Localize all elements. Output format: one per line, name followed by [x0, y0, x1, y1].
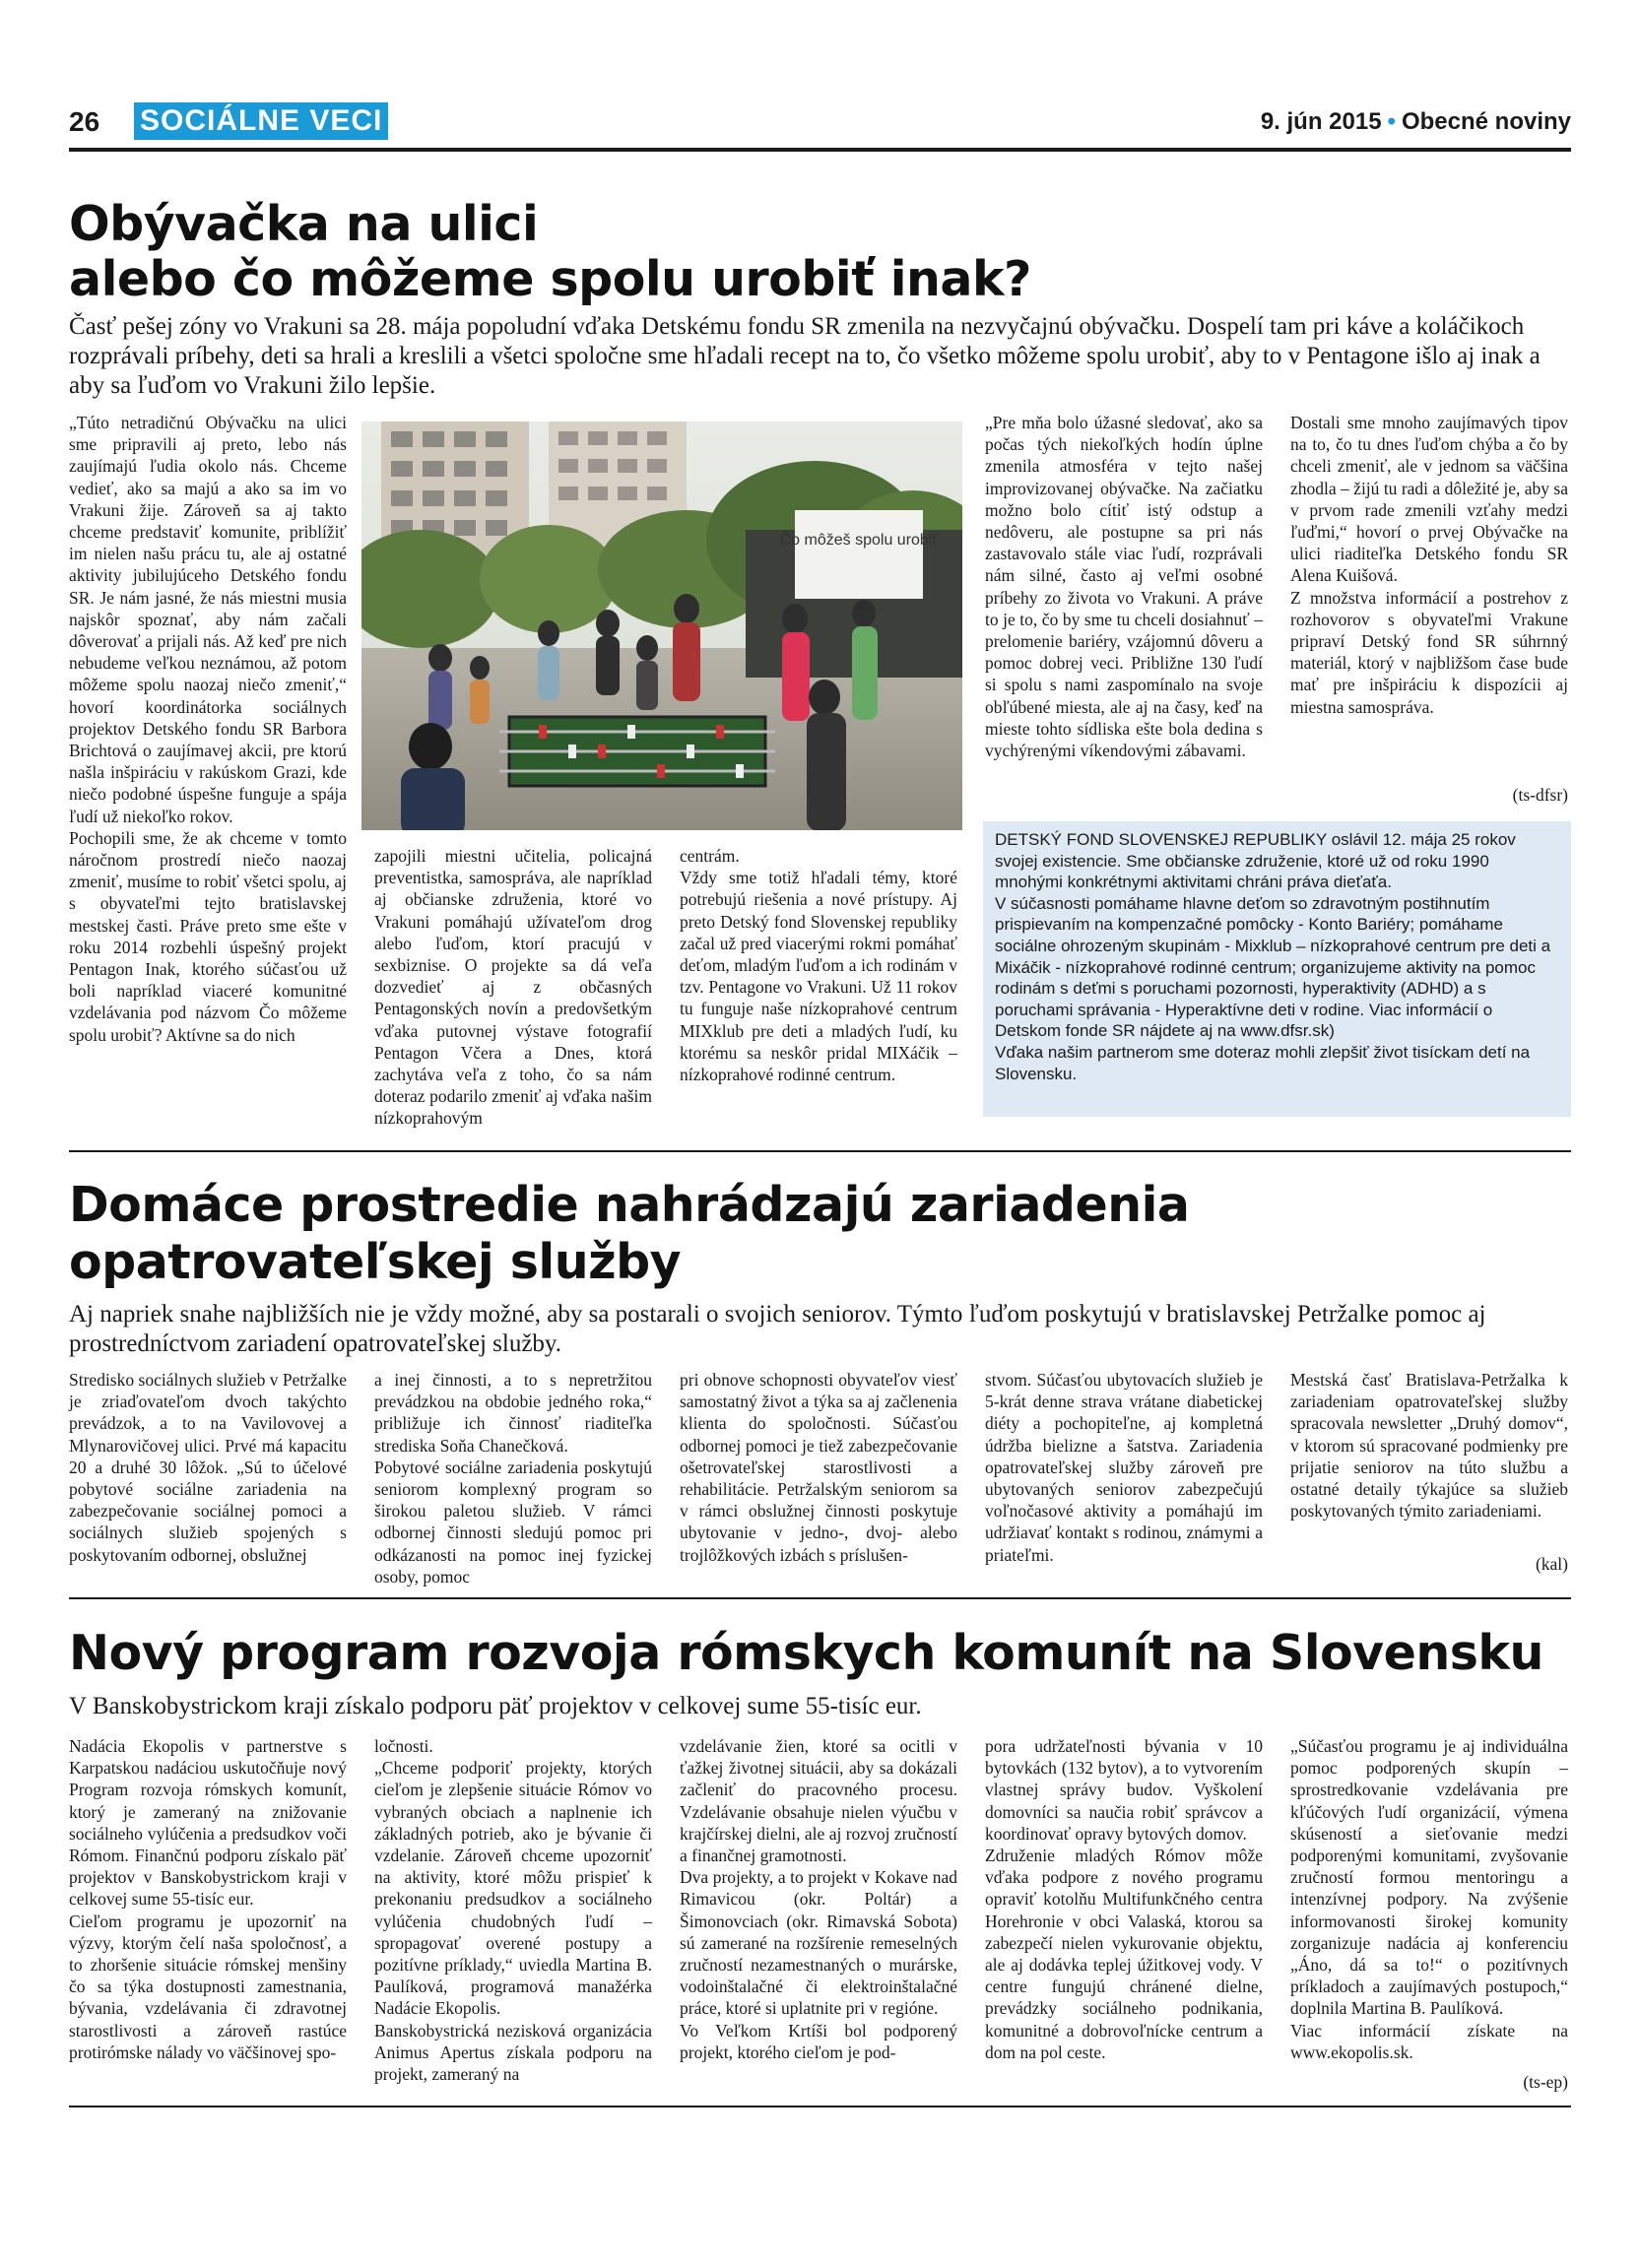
article1-headline: Obývačka na ulici alebo čo môžeme spolu urobiť inak? [69, 196, 1031, 307]
article2-headline: Domáce prostredie nahrádzajú zariadenia opatrovateľskej služby [69, 1177, 1190, 1290]
article1-signature: (ts-dfsr) [1512, 785, 1568, 805]
issue-info [1261, 108, 1571, 136]
article1-column-1: „Túto netradičnú Obývačku na ulici sme pripravili aj preto, lebo nás zaujímajú ľudia okolo nás. Chceme vedieť, ako sa majú a ako sa im vo Vrakuni žije. Zároveň sa aj takto chceme predstaviť komunite, priblížiť im nielen našu prácu tu, ale aj ostatné aktivity jubilujúceho Detského fondu SR. Je nám jasné, že nás miestni musia najskôr spoznať, aby nám začali dôverovať a prijali nás. Až keď pre nich nebudeme veľkou neznámou, až potom môžeme spolu naozaj niečo zmeniť,“ hovorí koordinátorka sociálnych projektov Detského fondu SR Barbora Brichtová o zaujímavej akcii, pre ktorú našla inšpiráciu v rakúskom Grazi, kde niečo podobné úspešne funguje a spája ľudí už niekoľko rokov. Pochopili sme, že ak chceme v tomto náročnom prostredí niečo naozaj zmeniť, musíme to robiť všetci spolu, aj s obyvateľmi tejto bratislavskej mestskej časti. Práve preto sme ešte v roku 2014 rozbehli úspešný projekt Pentagon Inak, ktorého súčasťou už boli napríklad viaceré komunitné vzdelávania pod názvom Čo môžeme spolu urobiť? Aktívne sa do nich [69, 413, 347, 1045]
article2-lead: Aj napriek snahe najbližších nie je vždy možné, aby sa postarali o svojich seniorov. Týmto ľuďom poskytujú v bratislavskej Petržalke pomoc aj prostredníctvom zariadení opatrovateľskej služby. [69, 1301, 1486, 1357]
info-box-text [995, 829, 1559, 1084]
info-box [983, 821, 1571, 1117]
footer-rule [69, 2106, 1571, 2107]
article-divider [69, 1597, 1571, 1599]
info-box-lead-in: DETSKÝ FOND SLOVENSKEJ REPUBLIKY [995, 830, 1327, 849]
article-divider [69, 1150, 1571, 1152]
article1-lead: Časť pešej zóny vo Vrakuni sa 28. mája popoludní vďaka Detskému fondu SR zmenila na nezvyčajnú obývačku. Dospelí tam pri káve a koláčikoch rozprávali príbehy, deti sa hrali a kreslili a všetci spoločne sme hľadali recept na to, čo všetko môžeme spolu urobiť, aby to v Pentagone išlo aj inak a aby sa ľuďom vo Vrakuni žilo lepšie. [69, 313, 1541, 399]
article3-column-2: ločnosti. „Chceme podporiť projekty, ktorých cieľom je zlepšenie situácie Rómov vo vybraných obciach a naplnenie ich základných potrieb, ako je bývanie či vzdelanie. Zároveň chceme upozorniť na aktivity, ktoré môžu prispieť k prekonaniu predsudkov a sociálneho vylúčenia chudobných ľudí – spropagovať overené postupy a pozitívne príklady,“ uviedla Martina B. Paulíková, programová manažérka Nadácie Ekopolis. Banskobystrická nezisková organizácia Animus Apertus získala podporu na projekt, zameraný na [374, 1736, 652, 2085]
header-rule [69, 148, 1571, 152]
page-number: 26 [69, 106, 100, 137]
section-label: SOCIÁLNE VECI [134, 102, 388, 140]
article3-column-5: „Súčasťou programu je aj individuálna pomoc podporených skupín – sprostredkovanie vzdelávania pre kľúčových ľudí organizácií, výmena skúseností a sieťovanie medzi podporenými komunitami, zvyšovanie zručností formou mentoringu a intenzívnej podpory. Na zvýšenie informovanosti širokej komunity zorganizuje nadácia aj konferenciu „Áno, dá sa to!“ o pozitívnych príkladoch a zaujímavých postupoch,“ doplnila Martina B. Paulíková. Viac informácií získate na www.ekopolis.sk. [1290, 1736, 1568, 2062]
article3-signature: (ts-ep) [1523, 2072, 1568, 2092]
article1-column-4: „Pre mňa bolo úžasné sledovať, ako sa počas tých niekoľkých hodín úplne zmenila atmosféra v tejto našej improvizovanej obývačke. Na začiatku možno bolo cítiť istý odstup a nedôveru, ale postupne sa pri nás zastavovalo stále viac ľudí, rozprávali nám silné, často aj veľmi osobné príbehy zo života vo Vrakuni. A práve to je to, čo by sme tu chceli dosiahnuť – prelomenie bariéry, vzájomnú dôveru a pomoc dobrej veci. Približne 130 ľudí si spolu s nami zaspomínalo na svoje obľúbené miesta, ale aj na časy, keď na mieste tohto sídliska ešte bola dedina s vychýrenými víkendovými zábavami. [985, 413, 1263, 761]
article3-lead: V Banskobystrickom kraji získalo podporu päť projektov v celkovej sume 55-tisíc eur. [69, 1693, 922, 1719]
issue-date: 9. jún 2015 [1260, 108, 1382, 135]
article3-column-3: vzdelávanie žien, ktoré sa ocitli v ťažkej životnej situácii, aby sa dokázali začleniť do pracovného procesu. Vzdelávanie obsahuje nielen výučbu v krajčírskej dielni, ale aj rozvoj zručností a finančnej gramotnosti. Dva projekty, a to projekt v Kokave nad Rimavicou (okr. Poltár) a Šimonovciach (okr. Rimavská Sobota) sú zamerané na rozšírenie remeselných zručností nezamestnaných o murárske, vodoinštalačné či elektroinštalačné práce, ktoré si uplatnite pri v regióne. Vo Veľkom Krtíši bol podporený projekt, ktorého cieľom je pod- [680, 1736, 957, 2062]
article1-column-2: zapojili miestni učitelia, policajná preventistka, samospráva, ale napríklad aj občianske združenia, ktoré vo Vrakuni pomáhajú užívateľom drog alebo ľuďom, ktorí pracujú v sexbiznise. O projekte sa dá veľa dozvedieť aj z občasných Pentagonských novín a predovšetkým vďaka putovnej výstave fotografií Pentagon Včera a Dnes, ktorá zachytáva veľa z toho, čo sa nám doteraz podarilo zmeniť aj vďaka našim nízkoprahovým [374, 846, 652, 1129]
article2-column-3: pri obnove schopnosti obyvateľov viesť samostatný život a týka sa aj začlenenia klienta do spoločnosti. Súčasťou odbornej pomoci je tiež zabezpečovanie ošetrovateľskej starostlivosti a rehabilitácie. Petržalským seniorom sa v rámci obslužnej činnosti poskytuje ubytovanie v jedno-, dvoj- alebo trojlôžkových izbách s príslušen- [680, 1370, 957, 1565]
publication-name: Obecné noviny [1401, 108, 1571, 135]
article2-column-2: a inej činnosti, a to s nepretržitou prevádzkou na obdobie jedného roka,“ približuje ich činnosť riaditeľka strediska Soňa Chanečková. Pobytové sociálne zariadenia poskytujú seniorom komplexný program so širokou paletou služieb. V rámci odbornej činnosti sledujú pomoc pri odkázanosti na pomoc inej fyzickej osoby, pomoc [374, 1370, 652, 1587]
article3-headline: Nový program rozvoja rómskych komunít na Slovensku [69, 1625, 1543, 1681]
article3-column-4: pora udržateľnosti bývania v 10 bytovkách (132 bytov), a to vytvorením vlastnej správy budov. Vyškolení domovníci sa naučia robiť správcov a koordinovať opravy bytových domov. Združenie mladých Rómov môže vďaka podpore z nového programu opraviť kotolňu Multifunkčného centra Horehronie v obci Valaská, ktorou sa zabezpečí nielen vykurovanie objektu, ale aj dodávka teplej úžitkovej vody. V centre fungujú chránené dielne, prevádzky sociálneho podnikania, komunitné a dobrovoľnícke centrum a dom na pol ceste. [985, 1736, 1263, 2062]
article2-column-5: Mestská časť Bratislava-Petržalka k zariadeniam opatrovateľskej služby spracovala newsletter „Druhý domov“, v ktorom sú spracované podmienky pre prijatie seniorov na túto službu a ostatné detaily týkajúce sa služieb poskytovaných týmito zariadeniami. [1290, 1370, 1568, 1522]
separator-bullet: • [1387, 108, 1396, 135]
article3-column-1: Nadácia Ekopolis v partnerstve s Karpatskou nadáciou uskutočňuje nový Program rozvoja rómskych komunít, ktorý je zameraný na znižovanie sociálneho vylúčenia a predsudkov voči Rómom. Finančnú podporu získalo päť projektov v Banskobystrickom kraji v celkovej sume 55-tisíc eur. Cieľom programu je upozorniť na výzvy, ktorým čelí naša spoločnosť, a to zhoršenie situácie rómskej menšiny čo sa týka dostupnosti zamestnania, bývania, vzdelávania či zdravotnej starostlivosti a zároveň rastúce protirómske nálady vo väčšinovej spo- [69, 1736, 347, 2062]
article2-column-1: Stredisko sociálnych služieb v Petržalke je zriaďovateľom dvoch takýchto prevádzok, a to na Vavilovovej a Mlynarovičovej ulici. Prvé má kapacitu 20 a druhé 30 lôžok. „Sú to účelové pobytové sociálne zariadenia na zabezpečovanie sociálnej pomoci a sociálnych služieb spojených s poskytovaním odbornej, obslužnej [69, 1370, 347, 1565]
article1-column-3: centrám. Vždy sme totiž hľadali témy, ktoré potrebujú riešenia a nové prístupy. Aj preto Detský fond Slovenskej republiky začal už pred viacerými rokmi pomáhať deťom, mladým ľuďom a ich rodinám v tzv. Pentagone vo Vrakuni. Už 11 rokov tu funguje naše nízkoprahové centrum MIXklub pre deti a mladých ľudí, ku ktorému sa neskôr pridal MIXáčik – nízkoprahové rodinné centrum. [680, 846, 957, 1085]
article1-column-5: Dostali sme mnoho zaujímavých tipov na to, čo tu dnes ľuďom chýba a čo by chceli zmeniť, ale v jednom sa väčšina zhodla – žijú tu radi a dôležité je, aby sa v prvom rade zmenili vzťahy medzi ľuďmi,“ hovorí o prvej Obývačke na ulici riaditeľka Detského fondu SR Alena Kuišová. Z množstva informácií a postrehov z rozhovorov s obyvateľmi Vrakune pripraví Detský fond SR súhrnný materiál, ktorý v najbližšom čase bude mať pre inšpiráciu k dispozícii aj miestna samospráva. [1290, 413, 1568, 717]
article2-signature: (kal) [1535, 1554, 1568, 1574]
info-box-body: oslávil 12. mája 25 rokov svojej existencie. Sme občianske združenie, ktoré už od roku 1990 mnohými konkrétnymi aktivitami chráni práva dieťaťa. V súčasnosti pomáhame hlavne deťom so zdravotným postihnutím prispievaním na kompenzačné pomôcky - Konto Bariéry; pomáhame sociálne ohrozeným skupinám - Mixklub – nízkoprahové centrum pre deti a Mixáčik - nízkoprahové rodinné centrum; organizujeme aktivity na pomoc rodinám s deťmi s poruchami pozornosti, hyperaktivity (ADHD) a s poruchami správania - Hyperaktívne deti v rodine. Viac informácií o Detskom fonde SR nájdete aj na www.dfsr.sk) Vďaka našim partnerom sme doteraz mohli zlepšiť život tisíckam detí na Slovensku. [995, 830, 1551, 1083]
photo-sign-text: Čo môžeš spolu urobiť [779, 532, 939, 549]
article2-column-4: stvom. Súčasťou ubytovacích služieb je 5-krát denne strava vrátane diabetickej diéty a pochopiteľne, aj kompletná údržba bielizne a šatstva. Zariadenia opatrovateľskej služby zároveň pre ubytovaných seniorov zabezpečujú voľnočasové aktivity a pomáhajú im udržiavať kontakt s rodinou, známymi a priateľmi. [985, 1370, 1263, 1565]
article1-photo [361, 421, 962, 830]
